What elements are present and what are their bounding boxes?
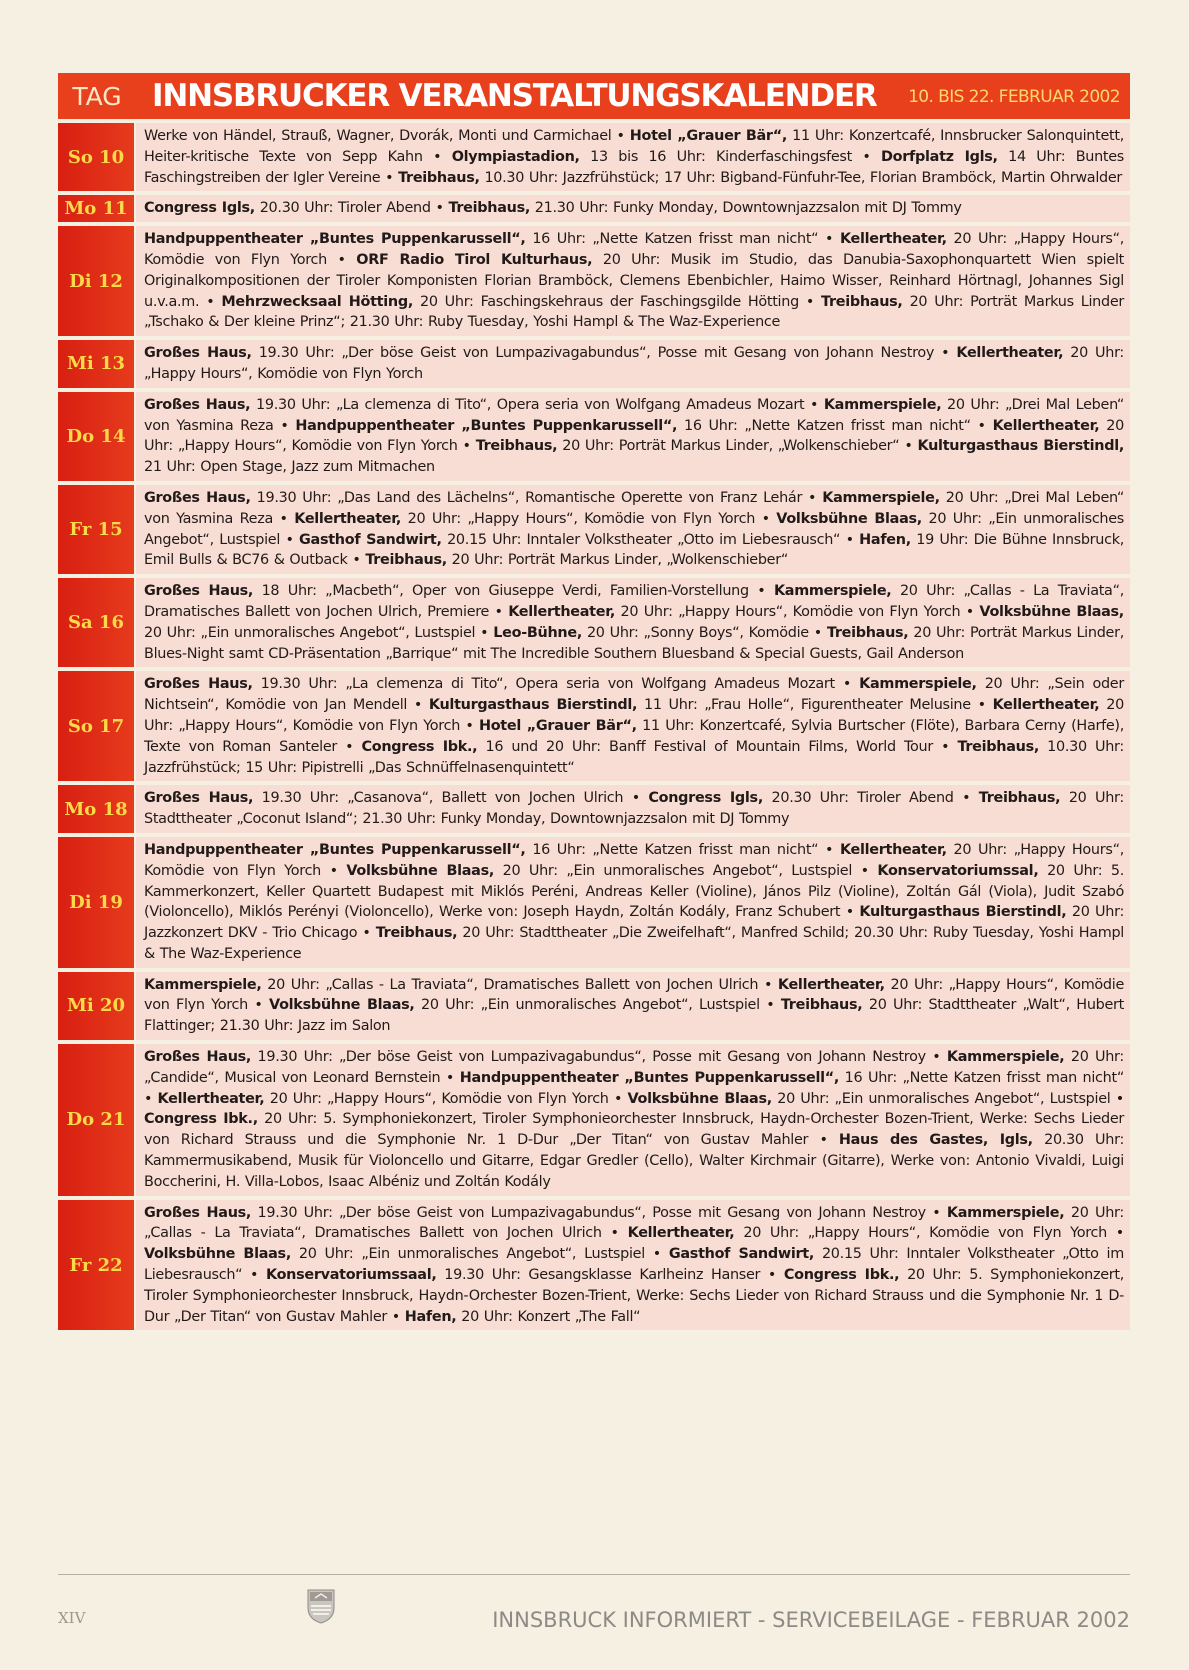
event-detail: 18 Uhr: „Macbeth“, Oper von Giuseppe Verdi, Familien-Vorstellung	[261, 583, 749, 600]
event-detail: 20 Uhr: Porträt Markus Linder, „Wolkenschieber“	[562, 438, 900, 455]
venue-name: Handpuppentheater „Buntes Puppenkarussell“,	[459, 1069, 840, 1086]
venue-name: Gasthof Sandwirt,	[299, 531, 442, 548]
event-detail: 19.30 Uhr: „Casanova“, Ballett von Jochen Ulrich	[261, 790, 624, 807]
event-detail: 13 bis 16 Uhr: Kinderfaschingsfest	[590, 148, 852, 165]
venue-name: Treibhaus,	[957, 738, 1039, 755]
event-detail: 19.30 Uhr: „La clemenza di Tito“, Opera seria von Wolfgang Amadeus Mozart	[255, 396, 805, 413]
venue-name: Kellertheater,	[157, 1090, 265, 1107]
venue-name: Congress Igls,	[144, 200, 255, 217]
venue-name: Gasthof Sandwirt,	[668, 1246, 815, 1263]
header-tag: TAG	[72, 81, 122, 111]
date-range: 10. BIS 22. FEBRUAR 2002	[908, 87, 1120, 107]
event-list: Großes Haus, 19.30 Uhr: „La clemenza di Tito“, Opera seria von Wolfgang Amadeus Mozart • Kammerspiele, 20 Uhr: „Sein oder Nichtsein“, Komödie von Jan Mendell • Kulturgasthaus Bierstindl, 11 Uhr: „Frau Holle“, Figurentheater Melusine • Kellertheater, 20 Uhr: „Happy Hours“, Komödie von Flyn Yorch • Hotel „Grauer Bär“, 11 Uhr: Konzertcafé, Sylvia Burtscher (Flöte), Barbara Cerny (Harfe), Texte von Roman Santeler • Congress Ibk., 16 und 20 Uhr: Banff Festival of Mountain Films, World Tour • Treibhaus, 10.30 Uhr: Jazzfrühstück; 15 Uhr: Pipistrelli „Das Schnüffelnasenquintett“	[136, 671, 1130, 781]
venue-name: Treibhaus,	[365, 552, 447, 569]
venue-name: Großes Haus,	[144, 489, 251, 506]
day-label: Do 21	[58, 1044, 134, 1196]
venue-name: Treibhaus,	[448, 200, 531, 217]
event-detail: 20 Uhr: „Ein unmoralisches Angebot“, Lustspiel	[502, 862, 853, 879]
event-detail: 20 Uhr: „Happy Hours“, Komödie von Flyn Yorch	[144, 345, 1124, 382]
venue-name: Kulturgasthaus Bierstindl,	[428, 697, 638, 714]
venue-name: Konservatoriumssal,	[877, 862, 1039, 879]
venue-name: Kellertheater,	[627, 1225, 735, 1242]
event-detail: 19.30 Uhr: „Der böse Geist von Lumpazivagabundus“, Posse mit Gesang von Johann Nestroy	[257, 1049, 926, 1066]
venue-name: Hotel „Grauer Bär“,	[478, 717, 637, 734]
venue-name: Olympiastadion,	[451, 148, 580, 165]
event-detail: 20 Uhr: „Happy Hours“, Komödie von Flyn Yorch	[144, 976, 1125, 1014]
day-label: Mi 20	[58, 972, 134, 1040]
venue-name: Volksbühne Blaas,	[627, 1090, 772, 1107]
event-detail: 20 Uhr: „Happy Hours“, Komödie von Flyn Yorch	[144, 231, 1124, 268]
venue-name: Kellertheater,	[508, 603, 616, 620]
venue-name: Treibhaus,	[398, 169, 480, 186]
event-detail: 20 Uhr: „Happy Hours“, Komödie von Flyn Yorch	[407, 510, 756, 527]
venue-name: Congress Ibk.,	[361, 738, 478, 755]
venue-name: Kammerspiele,	[946, 1204, 1065, 1221]
event-detail: 20 Uhr: Porträt Markus Linder, „Wolkenschieber“	[451, 552, 789, 569]
event-list: Handpuppentheater „Buntes Puppenkarussell“, 16 Uhr: „Nette Katzen frisst man nicht“ • Kellertheater, 20 Uhr: „Happy Hours“, Komödie von Flyn Yorch • ORF Radio Tirol Kulturhaus, 20 Uhr: Musik im Studio, das Danubia-Saxophonquartett Wien spielt Originalkompositionen der Tiroler Komponisten Florian Bramböck, Clemens Ebenbichler, Haimo Wisser, Reinhard Hörtnagl, Johannes Sigl u.v.a.m. • Mehrzwecksaal Hötting, 20 Uhr: Faschingskehraus der Faschingsgilde Hötting • Treibhaus, 20 Uhr: Porträt Markus Linder „Tschako & Der kleine Prinz“; 21.30 Uhr: Ruby Tuesday, Yoshi Hampl & The Waz-Experience	[136, 226, 1130, 336]
event-detail: 20 Uhr: „Happy Hours“, Komödie von Flyn Yorch	[269, 1090, 609, 1107]
venue-name: Kulturgasthaus Bierstindl,	[859, 904, 1067, 921]
event-detail: 20 Uhr: Stadttheater „Die Zweifelhaft“, Manfred Schild; 20.30 Uhr: Ruby Tuesday, Yoshi Hampl & The Waz-Experience	[144, 925, 1124, 962]
venue-name: Großes Haus,	[144, 345, 252, 362]
event-detail: 20 Uhr: „Drei Mal Leben“ von Yasmina Reza	[144, 396, 1124, 434]
event-detail: 20 Uhr: „Happy Hours“, Komödie von Flyn Yorch	[144, 841, 1124, 879]
venue-name: Treibhaus,	[978, 790, 1061, 807]
calendar-row	[58, 1200, 1130, 1331]
venue-name: Kellertheater,	[294, 510, 402, 527]
venue-name: Kammerspiele,	[822, 489, 940, 506]
venue-name: Großes Haus,	[144, 1049, 252, 1066]
venue-name: Volksbühne Blaas,	[346, 862, 495, 879]
venue-name: Kellertheater,	[992, 697, 1100, 714]
calendar-row	[58, 972, 1130, 1040]
calendar-row	[58, 578, 1130, 667]
event-detail: 19.30 Uhr: „La clemenza di Tito“, Opera seria von Wolfgang Amadeus Mozart	[260, 676, 835, 693]
event-detail: 20 Uhr: Faschingskehraus der Faschingsgilde Hötting	[419, 293, 799, 310]
calendar-row	[58, 340, 1130, 388]
event-detail: 20 Uhr: „Ein unmoralisches Angebot“, Lustspiel	[144, 510, 1125, 548]
venue-name: Volksbühne Blaas,	[979, 603, 1124, 620]
event-list: Großes Haus, 19.30 Uhr: „La clemenza di Tito“, Opera seria von Wolfgang Amadeus Mozart • Kammerspiele, 20 Uhr: „Drei Mal Leben“ von Yasmina Reza • Handpuppentheater „Buntes Puppenkarussell“, 16 Uhr: „Nette Katzen frisst man nicht“ • Kellertheater, 20 Uhr: „Happy Hours“, Komödie von Flyn Yorch • Treibhaus, 20 Uhr: Porträt Markus Linder, „Wolkenschieber“ • Kulturgasthaus Bierstindl, 21 Uhr: Open Stage, Jazz zum Mitmachen	[136, 392, 1130, 481]
event-detail: 20 Uhr: Porträt Markus Linder, Blues-Night samt CD-Präsentation „Barrique“ mit The Incredible Southern Bluesband & Special Guests, Gail Anderson	[144, 624, 1124, 662]
venue-name: Kellertheater,	[839, 231, 947, 248]
venue-name: Dorfplatz Igls,	[881, 148, 998, 165]
event-list: Großes Haus, 18 Uhr: „Macbeth“, Oper von Giuseppe Verdi, Familien-Vorstellung • Kammerspiele, 20 Uhr: „Callas - La Traviata“, Dramatisches Ballett von Jochen Ulrich, Premiere • Kellertheater, 20 Uhr: „Happy Hours“, Komödie von Flyn Yorch • Volksbühne Blaas, 20 Uhr: „Ein unmoralisches Angebot“, Lustspiel • Leo-Bühne, 20 Uhr: „Sonny Boys“, Komödie • Treibhaus, 20 Uhr: Porträt Markus Linder, Blues-Night samt CD-Präsentation „Barrique“ mit The Incredible Southern Bluesband & Special Guests, Gail Anderson	[136, 578, 1130, 667]
innsbruck-crest-icon	[306, 1586, 336, 1624]
calendar-row	[58, 392, 1130, 481]
event-detail: 20.30 Uhr: Tiroler Abend	[259, 200, 431, 217]
venue-name: Kellertheater,	[777, 976, 885, 993]
event-detail: 19.30 Uhr: „Der böse Geist von Lumpazivagabundus“, Posse mit Gesang von Johann Nestroy	[257, 1204, 926, 1221]
calendar-row	[58, 1044, 1130, 1196]
event-list: Werke von Händel, Strauß, Wagner, Dvorák, Monti und Carmichael • Hotel „Grauer Bär“, 11 Uhr: Konzertcafé, Innsbrucker Salonquintett, Heiter-kritische Texte von Sepp Kahn • Olympiastadion, 13 bis 16 Uhr: Kinderfaschingsfest • Dorfplatz Igls, 14 Uhr: Buntes Faschingstreiben der Igler Vereine • Treibhaus, 10.30 Uhr: Jazzfrühstück; 17 Uhr: Bigband-Fünfuhr-Tee, Florian Bramböck, Martin Ohrwalder	[136, 123, 1130, 191]
calendar-row	[58, 837, 1130, 968]
day-label: Mo 18	[58, 785, 134, 833]
venue-name: Konservatoriumssaal,	[265, 1267, 437, 1284]
venue-name: Volksbühne Blaas,	[776, 510, 922, 527]
calendar-row	[58, 226, 1130, 336]
event-detail: 20 Uhr: Konzert „The Fall“	[461, 1308, 641, 1325]
event-detail: 10.30 Uhr: Jazzfrühstück; 17 Uhr: Bigband-Fünfuhr-Tee, Florian Bramböck, Martin Ohrwalder	[484, 169, 1123, 186]
event-detail: 20 Uhr: „Sein oder Nichtsein“, Komödie von Jan Mendell	[144, 676, 1124, 714]
venue-name: Kammerspiele,	[946, 1049, 1065, 1066]
calendar-row	[58, 485, 1130, 574]
venue-name: Kammerspiele,	[859, 676, 977, 693]
event-detail: 16 Uhr: „Nette Katzen frisst man nicht“	[684, 417, 971, 434]
event-detail: 20 Uhr: „Callas - La Traviata“, Dramatisches Ballett von Jochen Ulrich	[144, 1204, 1124, 1242]
event-detail: 14 Uhr: Buntes Faschingstreiben der Igler Vereine	[144, 148, 1125, 186]
venue-name: Treibhaus,	[375, 925, 458, 942]
event-detail: 20 Uhr: „Ein unmoralisches Angebot“, Lustspiel	[777, 1090, 1111, 1107]
event-list: Kammerspiele, 20 Uhr: „Callas - La Traviata“, Dramatisches Ballett von Jochen Ulrich • Kellertheater, 20 Uhr: „Happy Hours“, Komödie von Flyn Yorch • Volksbühne Blaas, 20 Uhr: „Ein unmoralisches Angebot“, Lustspiel • Treibhaus, 20 Uhr: Stadttheater „Walt“, Hubert Flattinger; 21.30 Uhr: Jazz im Salon	[136, 972, 1130, 1040]
calendar-rows	[58, 123, 1130, 1330]
event-detail: Werke von Händel, Strauß, Wagner, Dvorák, Monti und Carmichael	[144, 128, 612, 144]
venue-name: Großes Haus,	[144, 583, 254, 600]
event-detail: 19.30 Uhr: „Das Land des Lächelns“, Romantische Operette von Franz Lehár	[256, 489, 803, 506]
event-list: Großes Haus, 19.30 Uhr: „Der böse Geist von Lumpazivagabundus“, Posse mit Gesang von Johann Nestroy • Kammerspiele, 20 Uhr: „Candide“, Musical von Leonard Bernstein • Handpuppentheater „Buntes Puppenkarussell“, 16 Uhr: „Nette Katzen frisst man nicht“ • Kellertheater, 20 Uhr: „Happy Hours“, Komödie von Flyn Yorch • Volksbühne Blaas, 20 Uhr: „Ein unmoralisches Angebot“, Lustspiel • Congress Ibk., 20 Uhr: 5. Symphoniekonzert, Tiroler Symphonieorchester Innsbruck, Haydn-Orchester Bozen-Trient, Werke: Sechs Lieder von Richard Strauss und die Symphonie Nr. 1 D-Dur „Der Titan“ von Gustav Mahler • Haus des Gastes, Igls, 20.30 Uhr: Kammermusikabend, Musik für Violoncello und Gitarre, Edgar Gredler (Cello), Walter Kirchmair (Gitarre), Werke von: Antonio Vivaldi, Luigi Boccherini, H. Villa-Lobos, Isaac Albéniz und Zoltán Kodály	[136, 1044, 1130, 1196]
event-detail: 20 Uhr: „Happy Hours“, Komödie von Flyn Yorch	[743, 1225, 1107, 1242]
venue-name: Hotel „Grauer Bär“,	[629, 128, 788, 144]
day-label: Do 14	[58, 392, 134, 481]
event-detail: 20.30 Uhr: Tiroler Abend	[771, 790, 954, 807]
event-detail: 20.15 Uhr: Inntaler Volkstheater „Otto im Liebesrausch“	[447, 531, 841, 548]
footer-title: INNSBRUCK INFORMIERT - SERVICEBEILAGE - FEBRUAR 2002	[492, 1608, 1130, 1632]
venue-name: Congress Ibk.,	[783, 1267, 900, 1284]
event-detail: 16 Uhr: „Nette Katzen frisst man nicht“	[532, 231, 819, 248]
venue-name: Volksbühne Blaas,	[144, 1246, 291, 1263]
venue-name: ORF Radio Tirol Kulturhaus,	[356, 251, 593, 268]
event-detail: 21 Uhr: Open Stage, Jazz zum Mitmachen	[144, 459, 435, 476]
event-detail: 20 Uhr: Jazzkonzert DKV - Trio Chicago	[144, 904, 1125, 942]
day-label: Di 19	[58, 837, 134, 968]
event-detail: 20 Uhr: Stadttheater „Coconut Island“; 21.30 Uhr: Funky Monday, Downtownjazzsalon mit DJ Tommy	[144, 790, 1124, 828]
event-detail: 20 Uhr: „Drei Mal Leben“ von Yasmina Reza	[144, 489, 1124, 527]
event-list: Großes Haus, 19.30 Uhr: „Der böse Geist von Lumpazivagabundus“, Posse mit Gesang von Johann Nestroy • Kammerspiele, 20 Uhr: „Callas - La Traviata“, Dramatisches Ballett von Jochen Ulrich • Kellertheater, 20 Uhr: „Happy Hours“, Komödie von Flyn Yorch • Volksbühne Blaas, 20 Uhr: „Ein unmoralisches Angebot“, Lustspiel • Gasthof Sandwirt, 20.15 Uhr: Inntaler Volkstheater „Otto im Liebesrausch“ • Konservatoriumssaal, 19.30 Uhr: Gesangsklasse Karlheinz Hanser • Congress Ibk., 20 Uhr: 5. Symphoniekonzert, Tiroler Symphonieorchester Innsbruck, Haydn-Orchester Bozen-Trient, Werke: Sechs Lieder von Richard Strauss und die Symphonie Nr. 1 D-Dur „Der Titan“ von Gustav Mahler • Hafen, 20 Uhr: Konzert „The Fall“	[136, 1200, 1130, 1331]
day-label: Di 12	[58, 226, 134, 336]
event-list: Großes Haus, 19.30 Uhr: „Das Land des Lächelns“, Romantische Operette von Franz Lehár • Kammerspiele, 20 Uhr: „Drei Mal Leben“ von Yasmina Reza • Kellertheater, 20 Uhr: „Happy Hours“, Komödie von Flyn Yorch • Volksbühne Blaas, 20 Uhr: „Ein unmoralisches Angebot“, Lustspiel • Gasthof Sandwirt, 20.15 Uhr: Inntaler Volkstheater „Otto im Liebesrausch“ • Hafen, 19 Uhr: Die Bühne Innsbruck, Emil Bulls & BC76 & Outback • Treibhaus, 20 Uhr: Porträt Markus Linder, „Wolkenschieber“	[136, 485, 1130, 574]
venue-name: Treibhaus,	[780, 997, 863, 1014]
venue-name: Kammerspiele,	[823, 396, 942, 413]
day-label: So 10	[58, 123, 134, 191]
event-detail: 20 Uhr: „Ein unmoralisches Angebot“, Lustspiel	[421, 997, 760, 1014]
event-detail: 20 Uhr: „Happy Hours“, Komödie von Flyn Yorch	[144, 697, 1124, 734]
event-detail: 20 Uhr: „Happy Hours“, Komödie von Flyn Yorch	[620, 603, 961, 620]
venue-name: Mehrzwecksaal Hötting,	[221, 293, 413, 310]
calendar	[58, 73, 1130, 1330]
event-detail: 21.30 Uhr: Funky Monday, Downtownjazzsalon mit DJ Tommy	[534, 200, 962, 217]
venue-name: Kellertheater,	[992, 417, 1100, 434]
venue-name: Kammerspiele,	[144, 976, 262, 993]
venue-name: Kellertheater,	[839, 841, 947, 858]
event-detail: 20 Uhr: „Candide“, Musical von Leonard Bernstein	[144, 1049, 1124, 1086]
event-detail: 11 Uhr: Konzertcafé, Innsbrucker Salonquintett, Heiter-kritische Texte von Sepp Kahn	[144, 128, 1124, 165]
event-detail: 16 Uhr: „Nette Katzen frisst man nicht“	[844, 1069, 1124, 1086]
venue-name: Handpuppentheater „Buntes Puppenkarussell“,	[144, 231, 526, 248]
event-detail: 20 Uhr: 5. Symphoniekonzert, Tiroler Symphonieorchester Innsbruck, Haydn-Orchester Bozen-Trient, Werke: Sechs Lieder von Richard Strauss und die Symphonie Nr. 1 D-Dur „Der Titan“ von Gustav Mahler	[144, 1111, 1125, 1149]
venue-name: Großes Haus,	[144, 676, 253, 693]
calendar-row	[58, 785, 1130, 833]
event-detail: 11 Uhr: „Frau Holle“, Figurentheater Melusine	[644, 697, 971, 714]
event-detail: 10.30 Uhr: Jazzfrühstück; 15 Uhr: Pipistrelli „Das Schnüffelnasenquintett“	[144, 738, 1124, 776]
event-detail: 20 Uhr: „Ein unmoralisches Angebot“, Lustspiel	[298, 1246, 645, 1263]
event-detail: 20.30 Uhr: Kammermusikabend, Musik für Violoncello und Gitarre, Edgar Gredler (Cello), Walter Kirchmair (Gitarre), Werke von: Antonio Vivaldi, Luigi Boccherini, H. Villa-Lobos, Isaac Albéniz und Zoltán Kodály	[144, 1132, 1125, 1190]
venue-name: Hafen,	[404, 1308, 457, 1325]
venue-name: Hafen,	[859, 531, 911, 548]
venue-name: Treibhaus,	[821, 293, 903, 310]
venue-name: Handpuppentheater „Buntes Puppenkarussell“,	[144, 841, 526, 858]
event-detail: 20.15 Uhr: Inntaler Volkstheater „Otto im Liebesrausch“	[144, 1246, 1124, 1284]
event-detail: 20 Uhr: Stadttheater „Walt“, Hubert Flattinger; 21.30 Uhr: Jazz im Salon	[144, 997, 1125, 1035]
event-list: Großes Haus, 19.30 Uhr: „Der böse Geist von Lumpazivagabundus“, Posse mit Gesang von Johann Nestroy • Kellertheater, 20 Uhr: „Happy Hours“, Komödie von Flyn Yorch	[136, 340, 1130, 388]
page-number: XIV	[58, 1609, 86, 1627]
day-label: Mo 11	[58, 195, 134, 222]
venue-name: Congress Ibk.,	[144, 1111, 258, 1128]
day-label: So 17	[58, 671, 134, 781]
event-detail: 20 Uhr: 5. Symphoniekonzert, Tiroler Symphonieorchester Innsbruck, Haydn-Orchester Bozen-Trient, Werke: Sechs Lieder von Richard Strauss und die Symphonie Nr. 1 D-Dur „Der Titan“ von Gustav Mahler	[144, 1267, 1124, 1325]
event-detail: 20 Uhr: „Sonny Boys“, Komödie	[586, 624, 809, 641]
event-detail: 19.30 Uhr: „Der böse Geist von Lumpazivagabundus“, Posse mit Gesang von Johann Nestroy	[258, 345, 935, 362]
venue-name: Kellertheater,	[956, 345, 1064, 362]
event-detail: 20 Uhr: Musik im Studio, das Danubia-Saxophonquartett Wien spielt Originalkompositionen der Tiroler Komponisten Florian Bramböck, Clemens Ebenbichler, Haimo Wisser, Reinhard Hörtnagl, Johannes Sigl u.v.a.m.	[144, 251, 1124, 310]
event-detail: 20 Uhr: „Callas - La Traviata“, Dramatisches Ballett von Jochen Ulrich	[267, 976, 759, 993]
calendar-header	[58, 73, 1130, 119]
event-detail: 20 Uhr: Porträt Markus Linder „Tschako & Der kleine Prinz“; 21.30 Uhr: Ruby Tuesday, Yoshi Hampl & The Waz-Experience	[144, 293, 1124, 331]
venue-name: Volksbühne Blaas,	[269, 997, 415, 1014]
event-detail: 16 Uhr: „Nette Katzen frisst man nicht“	[532, 841, 819, 858]
venue-name: Treibhaus,	[475, 438, 558, 455]
event-detail: 16 und 20 Uhr: Banff Festival of Mountain Films, World Tour	[485, 738, 933, 755]
day-label: Fr 15	[58, 485, 134, 574]
event-list: Congress Igls, 20.30 Uhr: Tiroler Abend • Treibhaus, 21.30 Uhr: Funky Monday, Downtownjazzsalon mit DJ Tommy	[136, 195, 1130, 222]
calendar-row	[58, 671, 1130, 781]
event-list: Handpuppentheater „Buntes Puppenkarussell“, 16 Uhr: „Nette Katzen frisst man nicht“ • Kellertheater, 20 Uhr: „Happy Hours“, Komödie von Flyn Yorch • Volksbühne Blaas, 20 Uhr: „Ein unmoralisches Angebot“, Lustspiel • Konservatoriumssal, 20 Uhr: 5. Kammerkonzert, Keller Quartett Budapest mit Miklós Peréni, Andreas Keller (Violine), János Pilz (Violine), Zoltán Gál (Viola), Judit Szabó (Violoncello), Miklós Perényi (Violoncello), Werke von: Joseph Haydn, Zoltán Kodály, Franz Schubert • Kulturgasthaus Bierstindl, 20 Uhr: Jazzkonzert DKV - Trio Chicago • Treibhaus, 20 Uhr: Stadttheater „Die Zweifelhaft“, Manfred Schild; 20.30 Uhr: Ruby Tuesday, Yoshi Hampl & The Waz-Experience	[136, 837, 1130, 968]
venue-name: Großes Haus,	[144, 396, 251, 413]
day-label: Mi 13	[58, 340, 134, 388]
venue-name: Treibhaus,	[826, 624, 909, 641]
venue-name: Handpuppentheater „Buntes Puppenkarussell“,	[295, 417, 678, 434]
venue-name: Großes Haus,	[144, 1204, 252, 1221]
event-list: Großes Haus, 19.30 Uhr: „Casanova“, Ballett von Jochen Ulrich • Congress Igls, 20.30 Uhr: Tiroler Abend • Treibhaus, 20 Uhr: Stadttheater „Coconut Island“; 21.30 Uhr: Funky Monday, Downtownjazzsalon mit DJ Tommy	[136, 785, 1130, 833]
calendar-row	[58, 123, 1130, 191]
venue-name: Kammerspiele,	[773, 583, 892, 600]
event-detail: 19 Uhr: Die Bühne Innsbruck, Emil Bulls & BC76 & Outback	[144, 531, 1125, 569]
event-detail: 20 Uhr: „Ein unmoralisches Angebot“, Lustspiel	[144, 624, 476, 641]
event-detail: 20 Uhr: 5. Kammerkonzert, Keller Quartett Budapest mit Miklós Peréni, Andreas Keller (Violine), János Pilz (Violine), Zoltán Gál (Viola), Judit Szabó (Violoncello), Miklós Perényi (Violoncello), Werke von: Joseph Haydn, Zoltán Kodály, Franz Schubert	[144, 862, 1125, 921]
calendar-title: INNSBRUCKER VERANSTALTUNGSKALENDER	[152, 78, 877, 114]
venue-name: Großes Haus,	[144, 790, 254, 807]
day-label: Fr 22	[58, 1200, 134, 1331]
day-label: Sa 16	[58, 578, 134, 667]
venue-name: Haus des Gastes, Igls,	[838, 1132, 1033, 1149]
event-detail: 20 Uhr: „Happy Hours“, Komödie von Flyn Yorch	[144, 417, 1124, 455]
event-detail: 20 Uhr: „Callas - La Traviata“, Dramatisches Ballett von Jochen Ulrich, Premiere	[144, 583, 1124, 620]
venue-name: Leo-Bühne,	[493, 624, 583, 641]
calendar-row	[58, 195, 1130, 222]
event-detail: 19.30 Uhr: Gesangsklasse Karlheinz Hanser	[444, 1267, 761, 1284]
venue-name: Kulturgasthaus Bierstindl,	[917, 438, 1124, 455]
event-detail: 11 Uhr: Konzertcafé, Sylvia Burtscher (Flöte), Barbara Cerny (Harfe), Texte von Roman Santeler	[144, 717, 1124, 755]
venue-name: Congress Igls,	[648, 790, 763, 807]
footer-divider	[58, 1574, 1130, 1575]
